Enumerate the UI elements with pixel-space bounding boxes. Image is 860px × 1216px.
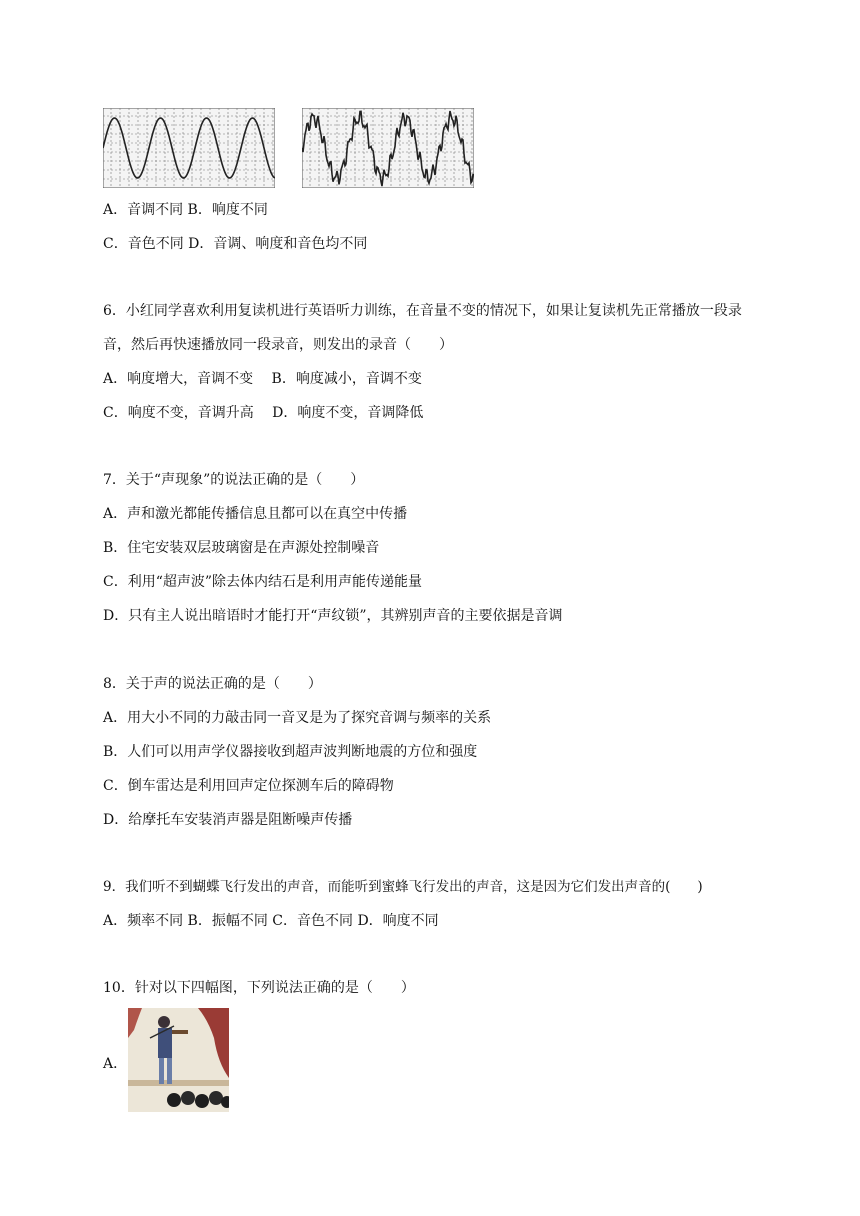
q5-options-line1: A．音调不同 B．响度不同	[103, 202, 268, 218]
q7-option-b: B．住宅安装双层玻璃窗是在声源处控制噪音	[103, 540, 380, 556]
q7-option-c: C．利用“超声波”除去体内结石是利用声能传递能量	[103, 574, 423, 590]
q8-option-a: A．用大小不同的力敲击同一音叉是为了探究音调与频率的关系	[103, 710, 492, 726]
q8-stem: 8．关于声的说法正确的是（ ）	[103, 676, 322, 692]
violinist-photo	[128, 1008, 229, 1112]
q6-stem: 6．小红同学喜欢利用复读机进行英语听力训练，在音量不变的情况下，如果让复读机先正常播放一段录音，然后再快速播放同一段录音，则发出的录音（ ）	[103, 303, 742, 353]
q10-stem: 10．针对以下四幅图，下列说法正确的是（ ）	[103, 980, 415, 996]
q9-options: A．频率不同 B．振幅不同 C．音色不同 D．响度不同	[103, 913, 439, 929]
waveform-figure-right	[302, 108, 474, 188]
q5-options-line2: C．音色不同 D．音调、响度和音色均不同	[103, 236, 368, 252]
q7-option-a: A．声和激光都能传播信息且都可以在真空中传播	[103, 506, 408, 522]
q6-options-line1: A．响度增大，音调不变 B．响度减小，音调不变	[103, 371, 422, 387]
q9-stem: 9．我们听不到蝴蝶飞行发出的声音，而能听到蜜蜂飞行发出的声音，这是因为它们发出声音的( )	[103, 879, 703, 895]
q8-option-b: B．人们可以用声学仪器接收到超声波判断地震的方位和强度	[103, 744, 478, 760]
q10-option-a-label: A．	[103, 1056, 128, 1072]
q7-option-d: D．只有主人说出暗语时才能打开“声纹锁”，其辨别声音的主要依据是音调	[103, 608, 563, 624]
q7-stem: 7．关于“声现象”的说法正确的是（ ）	[103, 472, 365, 488]
q6-options-line2: C．响度不变，音调升高 D．响度不变，音调降低	[103, 405, 424, 421]
q8-option-c: C．倒车雷达是利用回声定位探测车后的障碍物	[103, 778, 394, 794]
q8-option-d: D．给摩托车安装消声器是阻断噪声传播	[103, 812, 353, 828]
waveform-figure-left	[103, 108, 275, 188]
